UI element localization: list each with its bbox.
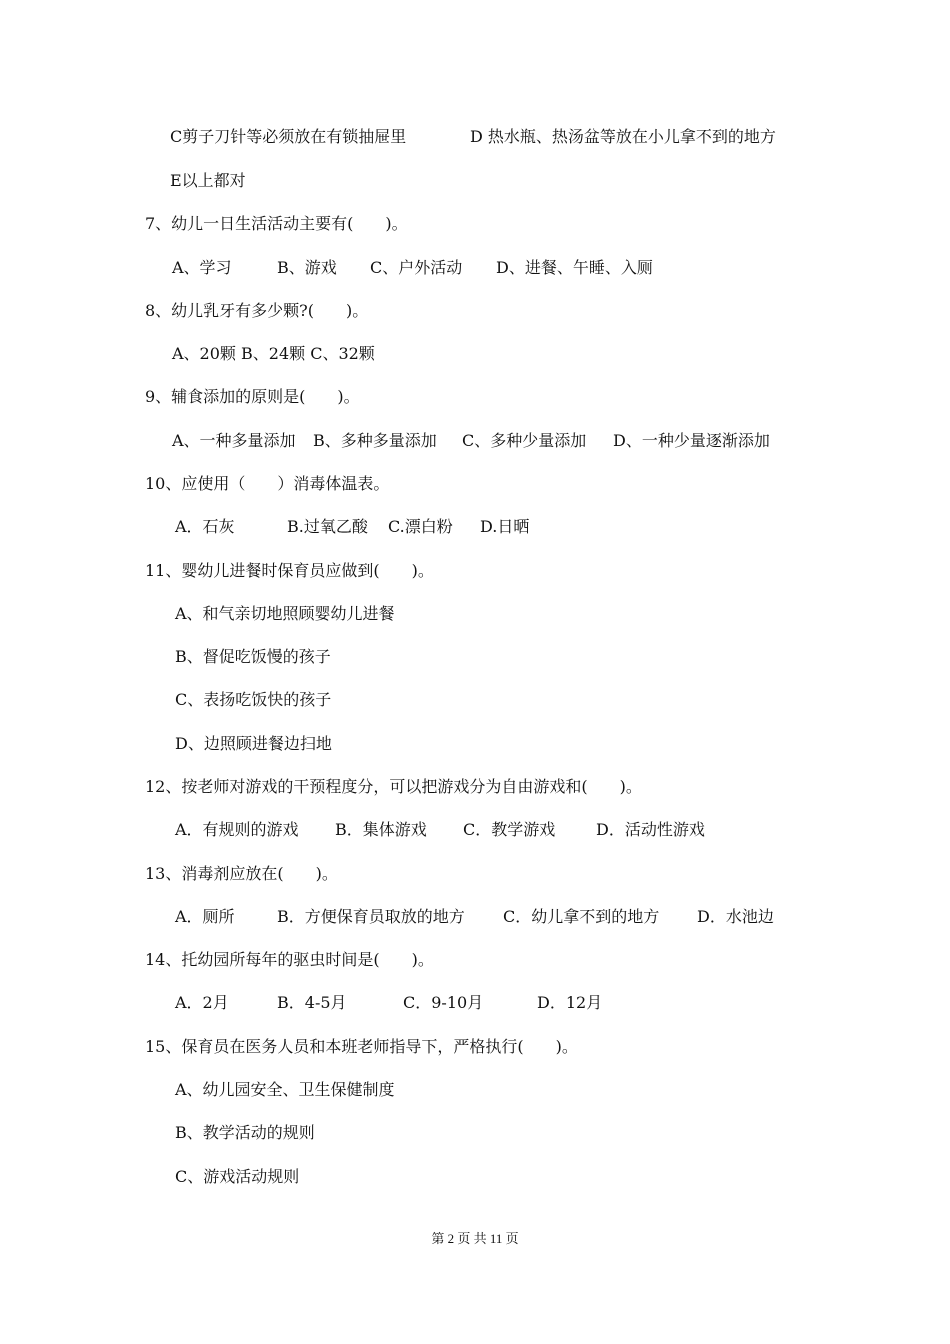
q7-option-b: B、游戏: [277, 258, 337, 277]
q12-option-a: A．有规则的游戏: [175, 820, 299, 839]
question-12: 12、按老师对游戏的干预程度分，可以把游戏分为自由游戏和( )。: [145, 777, 642, 796]
q14-option-d: D．12月: [537, 993, 603, 1012]
q10-option-d: D.日晒: [480, 517, 530, 536]
q9-option-c: C、多种少量添加: [462, 431, 587, 450]
q15-option-c: C、游戏活动规则: [175, 1167, 300, 1186]
q13-option-b: B．方便保育员取放的地方: [277, 907, 465, 926]
q11-option-c: C、表扬吃饭快的孩子: [175, 690, 332, 709]
question-7: 7、幼儿一日生活活动主要有( )。: [145, 214, 408, 233]
q7-option-c: C、户外活动: [370, 258, 463, 277]
page-footer: 第 2 页 共 11 页: [431, 1231, 519, 1246]
question-10: 10、应使用（ ）消毒体温表。: [145, 474, 390, 493]
q12-option-c: C．教学游戏: [463, 820, 556, 839]
q12-option-b: B．集体游戏: [335, 820, 427, 839]
q11-option-a: A、和气亲切地照顾婴幼儿进餐: [175, 604, 395, 623]
option-c-text: C剪子刀针等必须放在有锁抽屉里: [170, 127, 407, 146]
question-14: 14、托幼园所每年的驱虫时间是( )。: [145, 950, 434, 969]
option-d-text: D 热水瓶、热汤盆等放在小儿拿不到的地方: [470, 127, 776, 146]
q7-option-a: A、学习: [172, 258, 232, 277]
q15-option-a: A、幼儿园安全、卫生保健制度: [175, 1080, 395, 1099]
q14-option-c: C．9-10月: [403, 993, 484, 1012]
question-13: 13、消毒剂应放在( )。: [145, 864, 338, 883]
q13-option-c: C．幼儿拿不到的地方: [503, 907, 660, 926]
q14-option-b: B．4-5月: [277, 993, 347, 1012]
question-11: 11、婴幼儿进餐时保育员应做到( )。: [145, 561, 434, 580]
q10-option-a: A．石灰: [175, 517, 235, 536]
q12-option-d: D．活动性游戏: [596, 820, 705, 839]
question-15: 15、保育员在医务人员和本班老师指导下，严格执行( )。: [145, 1037, 578, 1056]
q10-option-b: B.过氧乙酸: [287, 517, 368, 536]
q7-option-d: D、进餐、午睡、入厕: [496, 258, 653, 277]
q9-option-d: D、一种少量逐渐添加: [613, 431, 770, 450]
q14-option-a: A．2月: [175, 993, 229, 1012]
q11-option-b: B、督促吃饭慢的孩子: [175, 647, 331, 666]
q13-option-a: A．厕所: [175, 907, 235, 926]
question-8: 8、幼儿乳牙有多少颗?( )。: [145, 301, 369, 320]
q8-options: A、20颗 B、24颗 C、32颗: [172, 344, 375, 363]
question-9: 9、辅食添加的原则是( )。: [145, 387, 360, 406]
q15-option-b: B、教学活动的规则: [175, 1123, 315, 1142]
q13-option-d: D．水池边: [697, 907, 774, 926]
option-e-text: E以上都对: [170, 171, 246, 190]
q10-option-c: C.漂白粉: [388, 517, 453, 536]
q9-option-a: A、一种多量添加: [172, 431, 296, 450]
q9-option-b: B、多种多量添加: [313, 431, 437, 450]
q11-option-d: D、边照顾进餐边扫地: [175, 734, 332, 753]
